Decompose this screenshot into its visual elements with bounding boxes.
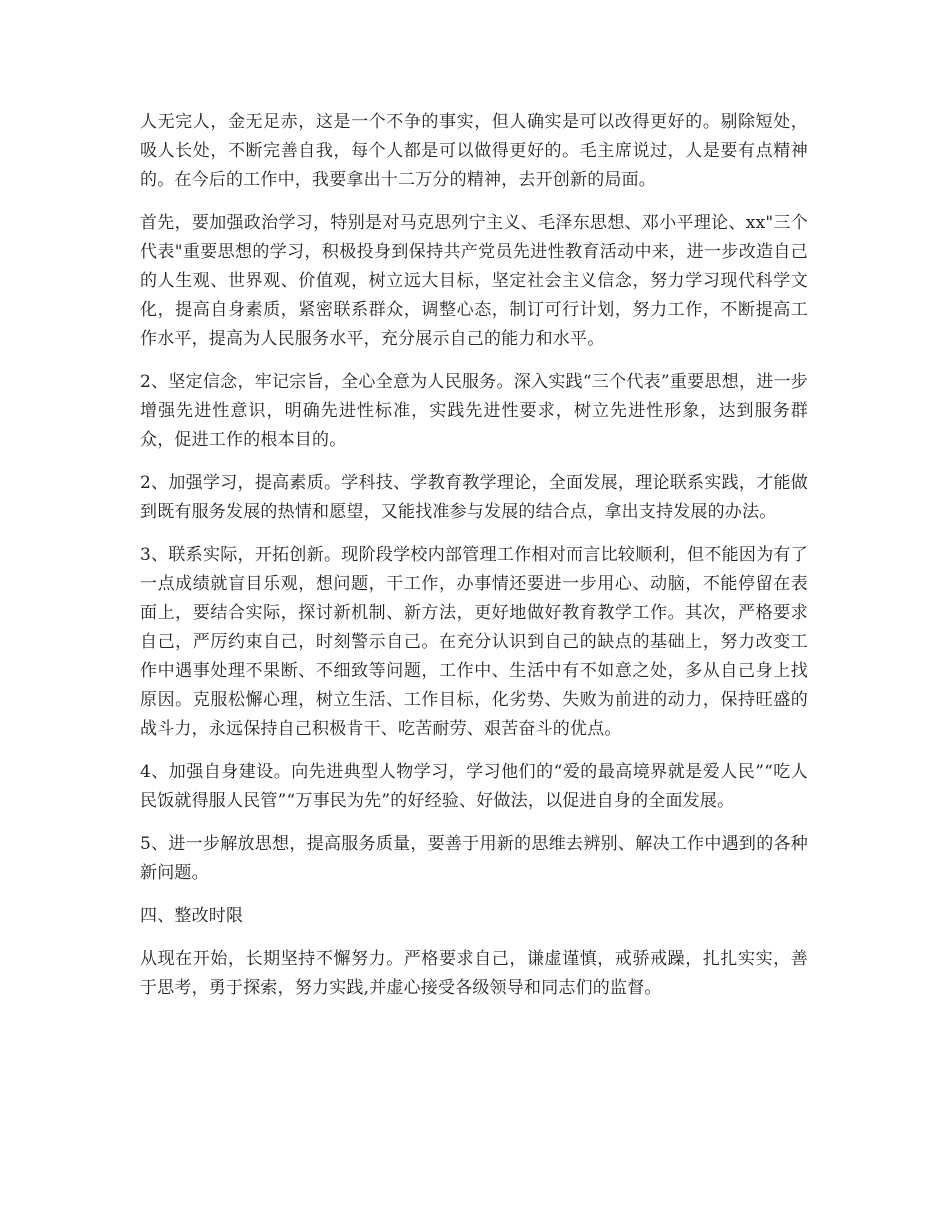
paragraph-item-4-self-building: 4、加强自身建设。向先进典型人物学习，学习他们的“爱的最高境界就是爱人民”“吃人民饭就得服人民管”“万事民为先”的好经验、好做法，以促进自身的全面发展。 (140, 762, 808, 811)
paragraph-item-5-liberate-thinking: 5、进一步解放思想，提高服务质量，要善于用新的思维去辨别、解决工作中遇到的各种新问题。 (140, 834, 808, 883)
paragraph-item-3-innovation: 3、联系实际，开拓创新。现阶段学校内部管理工作相对而言比较顺利，但不能因为有了一点成绩就盲目乐观，想问题，干工作，办事情还要进一步用心、动脑，不能停留在表面上，要结合实际，探讨新机制、新方法，更好地做好教育教学工作。其次，严格要求自己，严厉约束自己，时刻警示自己。在充分认识到自己的缺点的基础上，努力改变工作中遇事处理不果断、不细致等问题，工作中、生活中有不如意之处，多从自己身上找原因。克服松懈心理，树立生活、工作目标，化劣势、失败为前进的动力，保持旺盛的战斗力，永远保持自己积极肯干、吃苦耐劳、艰苦奋斗的优点。 (140, 545, 808, 739)
paragraph-political-study: 首先，要加强政治学习，特别是对马克思列宁主义、毛泽东思想、邓小平理论、xx"三个代表"重要思想的学习，积极投身到保持共产党员先进性教育活动中来，进一步改造自己的人生观、世界观、价值观，树立远大目标，坚定社会主义信念，努力学习现代科学文化，提高自身素质，紧密联系群众，调整心态，制订可行计划，努力工作，不断提高工作水平，提高为人民服务水平，充分展示自己的能力和水平。 (140, 213, 808, 349)
paragraph-deadline: 从现在开始，长期坚持不懈努力。严格要求自己，谦虚谨慎，戒骄戒躁，扎扎实实，善于思考，勇于探索，努力实践,并虚心接受各级领导和同志们的监督。 (140, 949, 808, 998)
paragraph-intro: 人无完人，金无足赤，这是一个不争的事实，但人确实是可以改得更好的。剔除短处，吸人长处，不断完善自我，每个人都是可以做得更好的。毛主席说过，人是要有点精神的。在今后的工作中，我要拿出十二万分的精神，去开创新的局面。 (140, 112, 808, 190)
document-body (140, 108, 808, 1017)
paragraph-item-2-belief: 2、坚定信念，牢记宗旨，全心全意为人民服务。深入实践“三个代表”重要思想，进一步增强先进性意识，明确先进性标准，实践先进性要求，树立先进性形象，达到服务群众，促进工作的根本目的。 (140, 372, 808, 450)
section-heading-deadline: 四、整改时限 (140, 906, 244, 926)
paragraph-item-2-study: 2、加强学习，提高素质。学科技、学教育教学理论，全面发展，理论联系实践，才能做到既有服务发展的热情和愿望，又能找准参与发展的结合点，拿出支持发展的办法。 (140, 473, 808, 522)
